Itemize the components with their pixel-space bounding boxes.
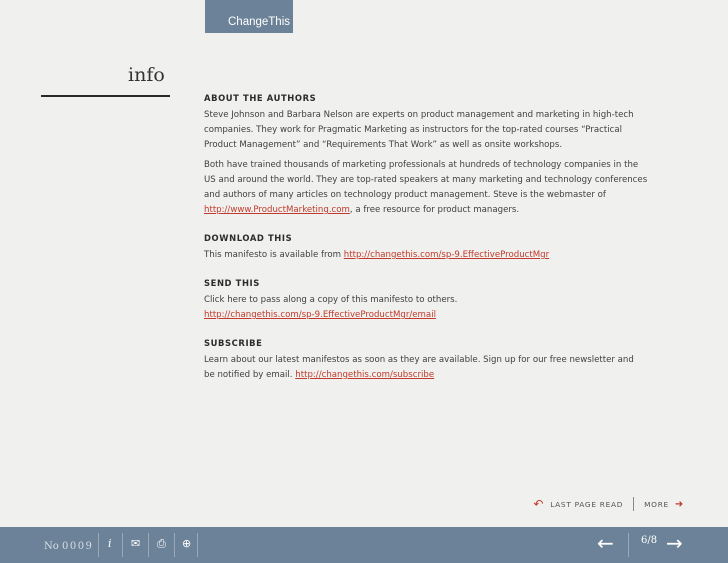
- heading-rule: [41, 95, 170, 97]
- undo-icon[interactable]: ↶: [533, 497, 545, 511]
- page-indicator: 6/8: [641, 535, 658, 546]
- about-paragraph-2-end: , a free resource for product managers.: [349, 205, 520, 215]
- footer-bar: [0, 527, 728, 563]
- prev-arrow-icon[interactable]: ←: [597, 531, 614, 555]
- about-section: [204, 91, 674, 218]
- info-icon[interactable]: i: [108, 537, 112, 550]
- about-paragraph-2-text: Both have trained thousands of marketing professionals at hundreds of technology companies in the US and around the world. They are top-rated speakers at many marketing and technology conferences and authors of many articles on technology product management. Steve is the webmaster of: [204, 160, 648, 200]
- send-title: SEND THIS: [204, 278, 260, 288]
- send-link[interactable]: http://changethis.com/sp-9.EffectiveProductMgr/email: [204, 310, 436, 320]
- about-paragraph-1: Steve Johnson and Barbara Nelson are experts on product management and marketing in high-tech companies. They work for Pragmatic Marketing as instructors for the top-rated courses “Practical Product Management” and “Requirements That Work” as well as onsite workshops.: [204, 110, 634, 150]
- content-column: [204, 91, 674, 396]
- subscribe-text: [204, 353, 674, 383]
- nav-divider: [633, 497, 634, 511]
- subscribe-title: SUBSCRIBE: [204, 338, 263, 348]
- changethis-tab[interactable]: [205, 0, 293, 33]
- footer-divider: [98, 533, 99, 557]
- last-page-read-link[interactable]: LAST PAGE READ: [550, 499, 624, 509]
- zoom-icon[interactable]: ⊕: [182, 537, 192, 550]
- about-title: ABOUT THE AUTHORS: [204, 93, 317, 103]
- footer-divider: [197, 533, 198, 557]
- page-nav: [533, 497, 684, 511]
- next-arrow-icon[interactable]: →: [666, 531, 683, 555]
- issue-prefix: No: [44, 541, 59, 552]
- section-heading: info: [128, 64, 165, 86]
- brand-label: ChangeThis: [228, 16, 291, 28]
- productmarketing-link[interactable]: http://www.ProductMarketing.com: [204, 205, 350, 215]
- issue-digits: 0009: [61, 541, 94, 552]
- download-title: DOWNLOAD THIS: [204, 233, 293, 243]
- footer-divider: [148, 533, 149, 557]
- footer-divider: [174, 533, 175, 557]
- subscribe-label: Learn about our latest manifestos as soon as they are available. Sign up for our free newsletter and be notified by email.: [204, 355, 634, 380]
- send-text[interactable]: Click here to pass along a copy of this manifesto to others.: [204, 295, 458, 305]
- download-label: This manifesto is available from: [204, 250, 344, 260]
- email-icon[interactable]: ✉: [131, 537, 141, 550]
- download-section: [204, 231, 674, 263]
- download-link[interactable]: http://changethis.com/sp-9.EffectiveProductMgr: [343, 250, 550, 260]
- footer-divider: [628, 533, 629, 557]
- about-paragraph-2: [204, 158, 674, 218]
- print-icon[interactable]: ⎙: [157, 537, 166, 550]
- download-text: [204, 248, 674, 263]
- more-link[interactable]: MORE: [644, 499, 669, 509]
- issue-number: [44, 541, 93, 552]
- footer-divider: [122, 533, 123, 557]
- arrow-right-icon[interactable]: ➜: [674, 498, 684, 510]
- subscribe-section: [204, 336, 674, 383]
- send-section: [204, 276, 674, 323]
- subscribe-link[interactable]: http://changethis.com/subscribe: [295, 370, 435, 380]
